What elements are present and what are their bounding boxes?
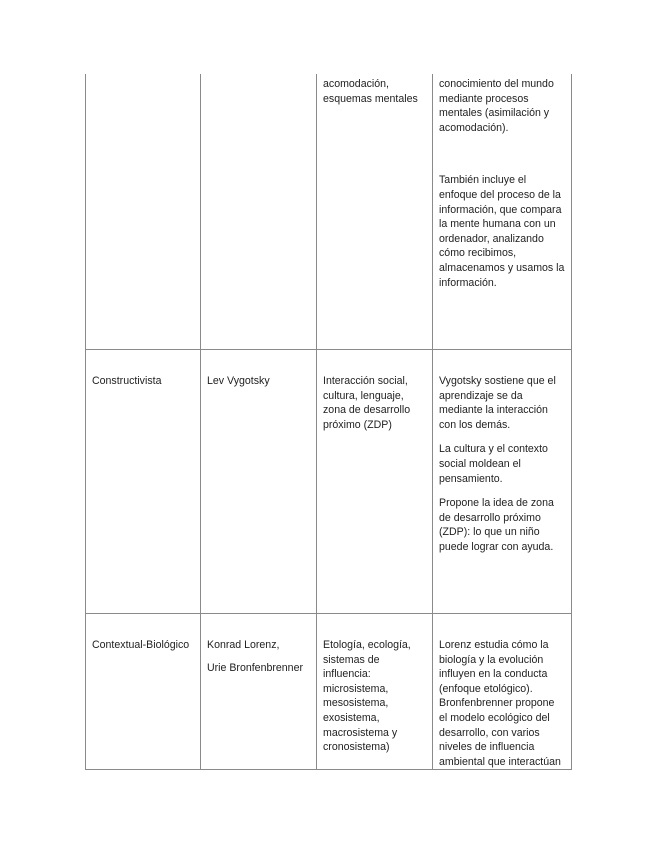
cell-text: Contextual-Biológico: [92, 639, 190, 651]
table-cell-description: [433, 74, 572, 350]
table-cell-description: [433, 350, 572, 614]
table-cell-concepts: [317, 350, 433, 614]
cell-text: Urie Bronfenbrenner: [207, 661, 303, 674]
cell-text: Konrad Lorenz,: [207, 639, 280, 651]
table-row: [86, 350, 572, 614]
cell-paragraph: Vygotsky sostiene que el aprendizaje se da mediante la interacción con los demás.: [439, 375, 556, 431]
table-cell-theory: [86, 350, 201, 614]
theories-table: [85, 74, 572, 770]
table-row: [86, 614, 572, 770]
table-cell-theory: [86, 74, 201, 350]
table-cell-description: [433, 614, 572, 770]
table-cell-authors: [201, 74, 317, 350]
cell-paragraph: conocimiento del mundo mediante procesos mentales (asimilación y acomodación).: [439, 78, 554, 134]
cell-paragraph: Lorenz estudia cómo la biología y la evolución influyen en la conducta (enfoque etológico). Bronfenbrenner propone el modelo ecológico del desarrollo, con varios niveles de influencia ambiental que interactúan: [439, 639, 561, 768]
cell-text: Etología, ecología, sistemas de influencia: microsistema, mesosistema, exosistema, macrosistema y cronosistema): [323, 639, 411, 754]
table-cell-authors: [201, 350, 317, 614]
table-cell-authors: [201, 614, 317, 770]
cell-paragraph: Propone la idea de zona de desarrollo próximo (ZDP): lo que un niño puede lograr con ayuda.: [439, 497, 554, 553]
table-cell-concepts: [317, 74, 433, 350]
table-cell-theory: [86, 614, 201, 770]
table-row: [86, 74, 572, 350]
cell-paragraph: La cultura y el contexto social moldean el pensamiento.: [439, 443, 548, 485]
cell-text: Lev Vygotsky: [207, 375, 270, 387]
cell-paragraph: También incluye el enfoque del proceso de la información, que compara la mente humana con un ordenador, analizando cómo recibimos, almacenamos y usamos la información.: [439, 174, 565, 289]
cell-text: Interacción social, cultura, lenguaje, zona de desarrollo próximo (ZDP): [323, 375, 411, 431]
table-cell-concepts: [317, 614, 433, 770]
cell-text: Constructivista: [92, 375, 162, 387]
cell-text: acomodación, esquemas mentales: [323, 78, 418, 105]
